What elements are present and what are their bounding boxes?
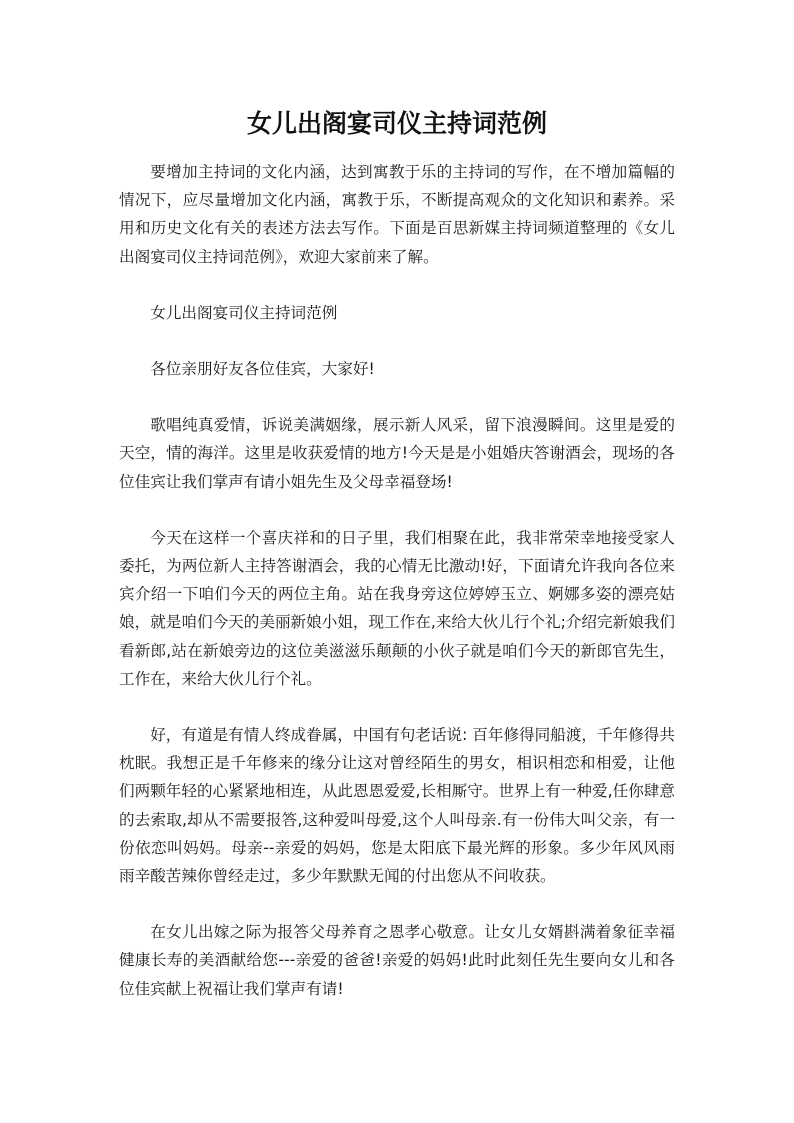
page-title: 女儿出阁宴司仪主持词范例 xyxy=(246,109,547,138)
body-paragraph-3: 好，有道是有情人终成眷属，中国有句老话说: 百年修得同船渡，千年修得共枕眠。我想正是千年修来的缘分让这对曾经陌生的男女，相识相恋和相爱，让他们两颗年轻的心紧紧地相连，从此恩恩爱爱,长相厮守。世界上有一种爱,任你肆意的去索取,却从不需要报答,这种爱叫母爱,这个人叫母亲.有一份伟大叫父亲，有一份依恋叫妈妈。母亲--亲爱的妈妈，您是太阳底下最光辉的形象。多少年风风雨雨辛酸苦辣你曾经走过，多少年默默无闻的付出您从不问收获。 xyxy=(119,726,675,886)
subtitle-paragraph: 女儿出阁宴司仪主持词范例 xyxy=(150,303,338,322)
body-paragraph-2: 今天在这样一个喜庆祥和的日子里，我们相聚在此，我非常荣幸地接受家人委托，为两位新人主持答谢酒会，我的心情无比激动!好，下面请允许我向各位来宾介绍一下咱们今天的两位主角。站在我身旁这位婷婷玉立、婀娜多姿的漂亮姑娘，就是咱们今天的美丽新娘小姐，现工作在,来给大伙儿行个礼;介绍完新娘我们看新郎,站在新娘旁边的这位美滋滋乐颠颠的小伙子就是咱们今天的新郎官先生，工作在，来给大伙儿行个礼。 xyxy=(119,528,675,688)
body-paragraph-4: 在女儿出嫁之际为报答父母养育之恩孝心敬意。让女儿女婿斟满着象征幸福健康长寿的美酒献给您---亲爱的爸爸!亲爱的妈妈!此时此刻任先生要向女儿和各位佳宾献上祝福让我们掌声有请! xyxy=(119,923,675,998)
greeting-paragraph: 各位亲朋好友各位佳宾，大家好! xyxy=(150,360,375,379)
intro-paragraph: 要增加主持词的文化内涵，达到寓教于乐的主持词的写作，在不增加篇幅的情况下，应尽量增加文化内涵，寓教于乐，不断提高观众的文化知识和素养。采用和历史文化有关的表述方法去写作。下面是百思新媒主持词频道整理的《女儿出阁宴司仪主持词范例》，欢迎大家前来了解。 xyxy=(119,163,675,266)
document-page xyxy=(119,104,675,1031)
body-paragraph-1: 歌唱纯真爱情，诉说美满姻缘，展示新人风采，留下浪漫瞬间。这里是爱的天空，情的海洋。这里是收获爱情的地方!今天是是小姐婚庆答谢酒会，现场的各位佳宾让我们掌声有请小姐先生及父母幸福登场! xyxy=(119,416,675,491)
